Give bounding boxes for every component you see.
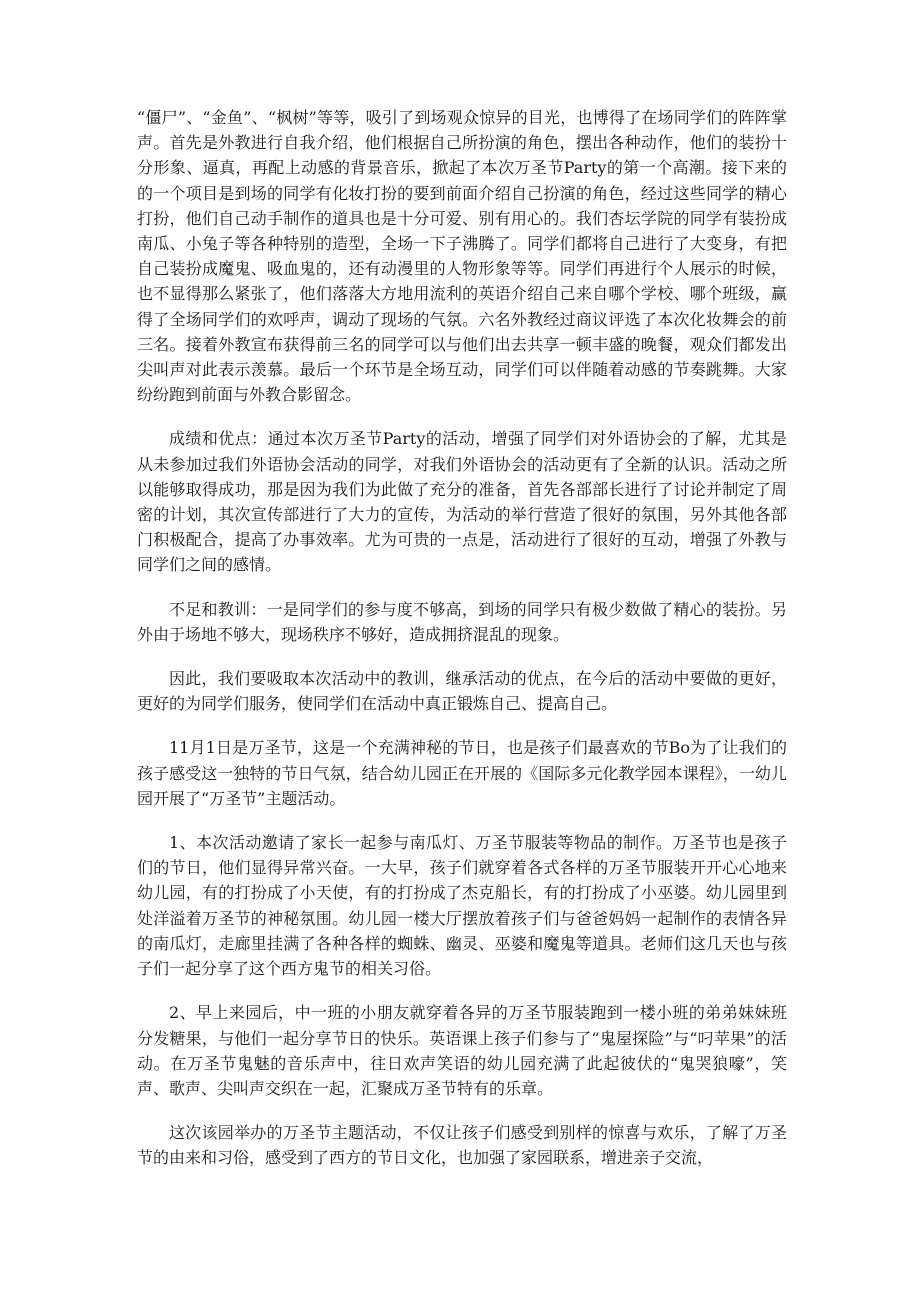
paragraph-achievements: 成绩和优点：通过本次万圣节Party的活动，增强了同学们对外语协会的了解，尤其是从未参加过我们外语协会活动的同学，对我们外语协会的活动更有了全新的认识。活动之所以能够取得成功，那是因为我们为此做了充分的准备，首先各部部长进行了讨论并制定了周密的计划，其次宣传部进行了大力的宣传，为活动的举行营造了很好的氛围，另外其他各部门积极配合，提高了办事效率。尤为可贵的一点是，活动进行了很好的互动，增强了外教与同学们之间的感情。 [137,429,787,575]
paragraph-event-description: “僵尸”、“金鱼”、“枫树”等等，吸引了到场观众惊异的目光，也博得了在场同学们的阵阵掌声。首先是外教进行自我介绍，他们根据自己所扮演的角色，摆出各种动作，他们的装扮十分形象、逼真，再配上动感的背景音乐，掀起了本次万圣节Party的第一个高潮。接下来的的一个项目是到场的同学有化妆打扮的要到前面介绍自己扮演的角色，经过这些同学的精心打扮，他们自己动手制作的道具也是十分可爱、别有用心的。我们杏坛学院的同学有装扮成南瓜、小兔子等各种特别的造型，全场一下子沸腾了。同学们都将自己进行了大变身，有把自己装扮成魔鬼、吸血鬼的，还有动漫里的人物形象等等。同学们再进行个人展示的时候，也不显得那么紧张了，他们落落大方地用流利的英语介绍自己来自哪个学校、哪个班级，赢得了全场同学们的欢呼声，调动了现场的气氛。六名外教经过商议评选了本次化妆舞会的前三名。接着外教宣布获得前三名的同学可以与他们出去共享一顿丰盛的晚餐，观众们都发出尖叫声对此表示羡慕。最后一个环节是全场互动，同学们可以伴随着动感的节奏跳舞。大家纷纷跑到前面与外教合影留念。 [137,108,787,405]
paragraph-shortcomings: 不足和教训：一是同学们的参与度不够高，到场的同学只有极少数做了精心的装扮。另外由于场地不够大，现场秩序不够好，造成拥挤混乱的现象。 [137,599,787,644]
paragraph-summary: 这次该园举办的万圣节主题活动，不仅让孩子们感受到别样的惊喜与欢乐，了解了万圣节的由来和习俗，感受到了西方的节日文化，也加强了家园联系，增进亲子交流， [137,1123,787,1168]
document-body [137,105,787,1190]
paragraph-activity-1: 1、本次活动邀请了家长一起参与南瓜灯、万圣节服装等物品的制作。万圣节也是孩子们的节日，他们显得异常兴奋。一大早，孩子们就穿着各式各样的万圣节服装开开心心地来幼儿园，有的打扮成了小天使，有的打扮成了杰克船长，有的打扮成了小巫婆。幼儿园里到处洋溢着万圣节的神秘氛围。幼儿园一楼大厅摆放着孩子们与爸爸妈妈一起制作的表情各异的南瓜灯，走廊里挂满了各种各样的蜘蛛、幽灵、巫婆和魔鬼等道具。老师们这几天也与孩子们一起分享了这个西方鬼节的相关习俗。 [137,833,787,979]
paragraph-conclusion: 因此，我们要吸取本次活动中的教训，继承活动的优点，在今后的活动中要做的更好，更好的为同学们服务，使同学们在活动中真正锻炼自己、提高自己。 [137,669,787,714]
paragraph-halloween-intro: 11月1日是万圣节，这是一个充满神秘的节日，也是孩子们最喜欢的节Bo为了让我们的孩子感受这一独特的节日气氛，结合幼儿园正在开展的《国际多元化教学园本课程》，一幼儿园开展了“万圣节”主题活动。 [137,738,787,808]
paragraph-activity-2: 2、早上来园后，中一班的小朋友就穿着各异的万圣节服装跑到一楼小班的弟弟妹妹班分发糖果，与他们一起分享节日的快乐。英语课上孩子们参与了“鬼屋探险”与“叼苹果”的活动。在万圣节鬼魅的音乐声中，往日欢声笑语的幼儿园充满了此起彼伏的“鬼哭狼嚎”，笑声、歌声、尖叫声交织在一起，汇聚成万圣节特有的乐章。 [137,1003,787,1098]
